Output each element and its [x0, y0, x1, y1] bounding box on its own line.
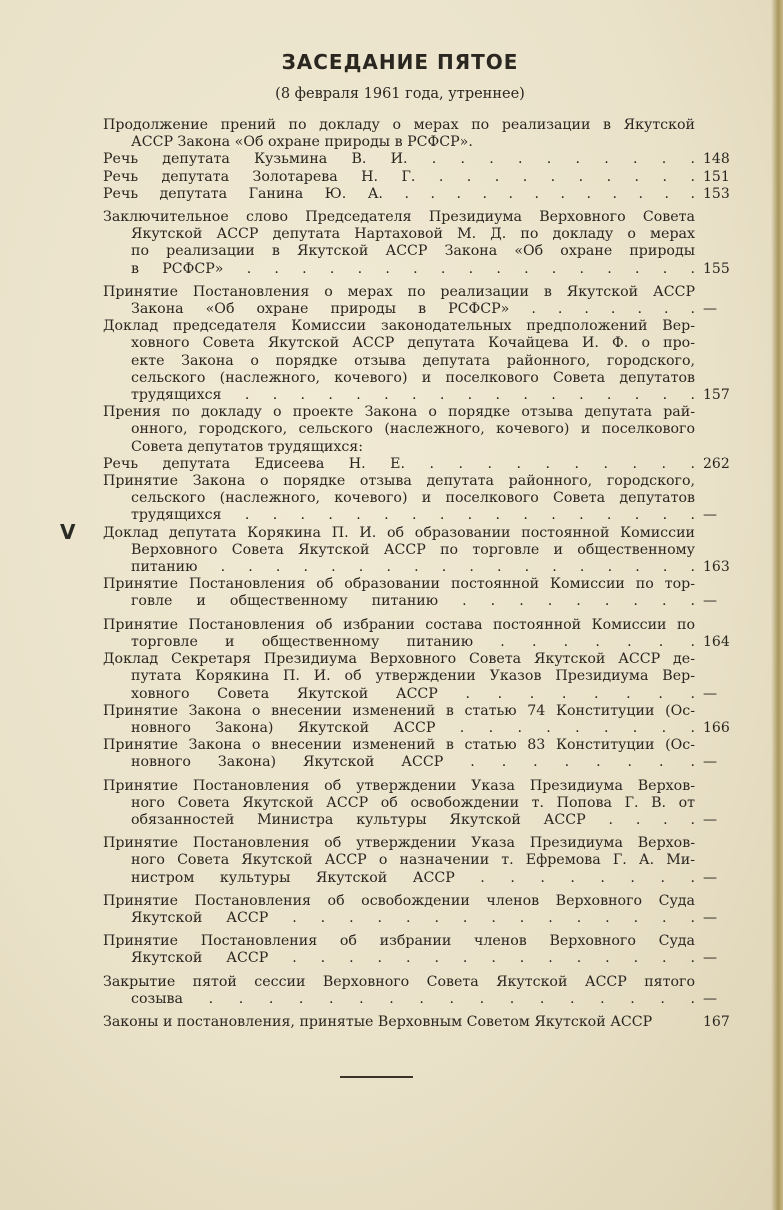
toc-entry-line: АССР Закона «Об охране природы в РСФСР».: [131, 134, 473, 151]
toc-page-number: 166: [703, 719, 730, 736]
page-title: ЗАСЕДАНИЕ ПЯТОЕ: [281, 50, 519, 74]
toc-entry: [103, 525, 743, 577]
toc-entry: [103, 933, 743, 967]
toc-entry-line: обязанностей Министра культуры Якутской АССР . . . .: [131, 811, 695, 828]
toc-entry: [103, 737, 743, 771]
toc-page-number: 262: [703, 455, 730, 472]
toc-page-number: —: [703, 990, 717, 1007]
toc-entry: [103, 284, 743, 318]
toc-entry-line: ного Совета Якутской АССР о назначении т. Ефремова Г. А. Ми-: [131, 852, 695, 869]
toc-entry-line: Продолжение прений по докладу о мерах по реализации в Якутской: [103, 117, 695, 133]
toc-entry: [103, 703, 743, 737]
toc-entry-line: трудящихся . . . . . . . . . . . . . . . . .: [131, 387, 695, 404]
toc-entry-line: по реализации в Якутской АССР Закона «Об охране природы: [131, 243, 695, 260]
toc-entry-line: сельского (наслежного, кочевого) и поселкового Совета депутатов: [131, 490, 695, 507]
toc-entry: [103, 974, 743, 1008]
toc-page-number: 151: [703, 168, 730, 185]
toc-entry-line: Закрытие пятой сессии Верховного Совета Якутской АССР пятого: [103, 973, 695, 990]
toc-page-number: 155: [703, 260, 730, 277]
toc-entry: [103, 1014, 743, 1031]
toc-entry-line: говле и общественному питанию . . . . . . . . .: [131, 593, 695, 610]
toc-page-number: —: [703, 685, 717, 702]
toc-page-number: 153: [703, 185, 730, 202]
toc-entry: [103, 651, 743, 703]
toc-entry-line: новного Закона) Якутской АССР . . . . . . . .: [131, 754, 695, 771]
toc-page-number: 164: [703, 633, 730, 650]
toc-entry: [103, 473, 743, 525]
toc-entry-line: Принятие Постановления об образовании постоянной Комиссии по тор-: [103, 576, 695, 593]
toc-page-number: 148: [703, 151, 730, 168]
toc-entry-line: Принятие Закона о внесении изменений в статью 83 Конституции (Ос-: [103, 737, 695, 754]
toc-page-number: 163: [703, 559, 730, 576]
toc-entry: [103, 186, 743, 203]
toc-entry-line: Принятие Постановления о мерах по реализации в Якутской АССР: [103, 283, 695, 300]
toc-entry-line: путата Корякина П. И. об утверждении Указов Президиума Вер-: [131, 668, 695, 685]
toc-entry-line: Доклад депутата Корякина П. И. об образовании постоянной Комиссии: [103, 524, 695, 541]
toc-entry-line: питанию . . . . . . . . . . . . . . . . . .: [131, 559, 695, 576]
toc-entry-line: Речь депутата Золотарева Н. Г. . . . . . . . . . .: [103, 168, 695, 185]
toc-entry: [103, 576, 743, 610]
toc-entry: [103, 778, 743, 830]
toc-entry: [103, 835, 743, 887]
toc-entry-line: ного Совета Якутской АССР об освобождении т. Попова Г. В. от: [131, 794, 695, 811]
toc-entry-line: Речь депутата Ганина Ю. А. . . . . . . . . . . . .: [103, 185, 695, 202]
toc-entry-line: Принятие Постановления об избрании состава постоянной Комиссии по: [103, 616, 695, 633]
toc-page-number: —: [703, 507, 717, 524]
table-of-contents: [103, 117, 743, 1031]
toc-entry-line: Принятие Постановления об утверждении Указа Президиума Верхов-: [103, 835, 695, 852]
toc-page-number: —: [703, 593, 717, 610]
toc-entry-line: Заключительное слово Председателя Президиума Верховного Совета: [103, 209, 695, 226]
toc-entry-line: Якутской АССР . . . . . . . . . . . . . . .: [131, 909, 695, 926]
toc-entry-line: ховного Совета Якутской АССР . . . . . . . .: [131, 685, 695, 702]
toc-entry-line: трудящихся . . . . . . . . . . . . . . . . .: [131, 507, 695, 524]
toc-entry: [103, 318, 743, 404]
margin-check-mark: V: [60, 520, 76, 544]
toc-entry: [103, 893, 743, 927]
toc-entry: [103, 209, 743, 278]
toc-entry-line: новного Закона) Якутской АССР . . . . . . . . .: [131, 719, 695, 736]
toc-entry-line: в РСФСР» . . . . . . . . . . . . . . . . .: [131, 260, 695, 277]
toc-entry-line: Совета депутатов трудящихся:: [131, 438, 364, 455]
toc-entry-line: ховного Совета Якутской АССР депутата Кочайцева И. Ф. о про-: [131, 335, 695, 352]
toc-entry: [103, 117, 743, 151]
toc-entry: [103, 456, 743, 473]
toc-page-number: —: [703, 909, 717, 926]
toc-entry-line: онного, городского, сельского (наслежного, кочевого) и поселкового: [131, 421, 695, 438]
toc-entry-line: Принятие Постановления об освобождении членов Верховного Суда: [103, 892, 695, 909]
toc-entry-line: Принятие Постановления об утверждении Указа Президиума Верхов-: [103, 777, 695, 794]
toc-entry-line: сельского (наслежного, кочевого) и поселкового Совета депутатов: [131, 369, 695, 386]
toc-entry-line: Якутской АССР . . . . . . . . . . . . . . .: [131, 950, 695, 967]
toc-entry-line: созыва . . . . . . . . . . . . . . . . .: [131, 990, 695, 1007]
toc-page-number: 167: [703, 1013, 730, 1030]
toc-page-number: —: [703, 754, 717, 771]
toc-entry: [103, 169, 743, 186]
toc-entry-line: Верховного Совета Якутской АССР по торговле и общественному: [131, 541, 695, 558]
toc-entry-line: Принятие Постановления об избрании членов Верховного Суда: [103, 933, 695, 950]
toc-entry-line: екте Закона о порядке отзыва депутата районного, городского,: [131, 352, 695, 369]
toc-entry-line: торговле и общественному питанию . . . . . . .: [131, 633, 695, 650]
toc-entry: [103, 151, 743, 168]
toc-entry-line: Принятие Закона о порядке отзыва депутата районного, городского,: [103, 473, 695, 490]
toc-page-number: —: [703, 950, 717, 967]
toc-entry-line: Якутской АССР депутата Нартаховой М. Д. по докладу о мерах: [131, 226, 695, 243]
toc-entry-line: Доклад Секретаря Президиума Верховного Совета Якутской АССР де-: [103, 651, 695, 668]
toc-entry-line: Речь депутата Кузьмина В. И. . . . . . . . . . .: [103, 151, 695, 168]
toc-entry-line: Законы и постановления, принятые Верховным Советом Якутской АССР: [103, 1013, 653, 1030]
page-subtitle: (8 февраля 1961 года, утреннее): [275, 86, 525, 102]
toc-entry-line: Доклад председателя Комиссии законодательных предположений Вер-: [103, 318, 695, 335]
toc-entry: [103, 404, 743, 456]
toc-entry-line: Закона «Об охране природы в РСФСР» . . . . . . .: [131, 301, 695, 318]
toc-page-number: 157: [703, 387, 730, 404]
toc-entry-line: Речь депутата Едисеева Н. Е. . . . . . . . . . .: [103, 455, 695, 472]
page-edge-shadow: [771, 0, 783, 1210]
toc-page-number: —: [703, 811, 717, 828]
toc-page-number: —: [703, 301, 717, 318]
toc-entry: [103, 617, 743, 651]
toc-entry-line: Прения по докладу о проекте Закона о порядке отзыва депутата рай-: [103, 404, 695, 421]
toc-page-number: —: [703, 869, 717, 886]
toc-entry-line: Принятие Закона о внесении изменений в статью 74 Конституции (Ос-: [103, 702, 695, 719]
toc-entry-line: нистром культуры Якутской АССР . . . . . . . .: [131, 869, 695, 886]
footer-rule: [340, 1076, 413, 1078]
